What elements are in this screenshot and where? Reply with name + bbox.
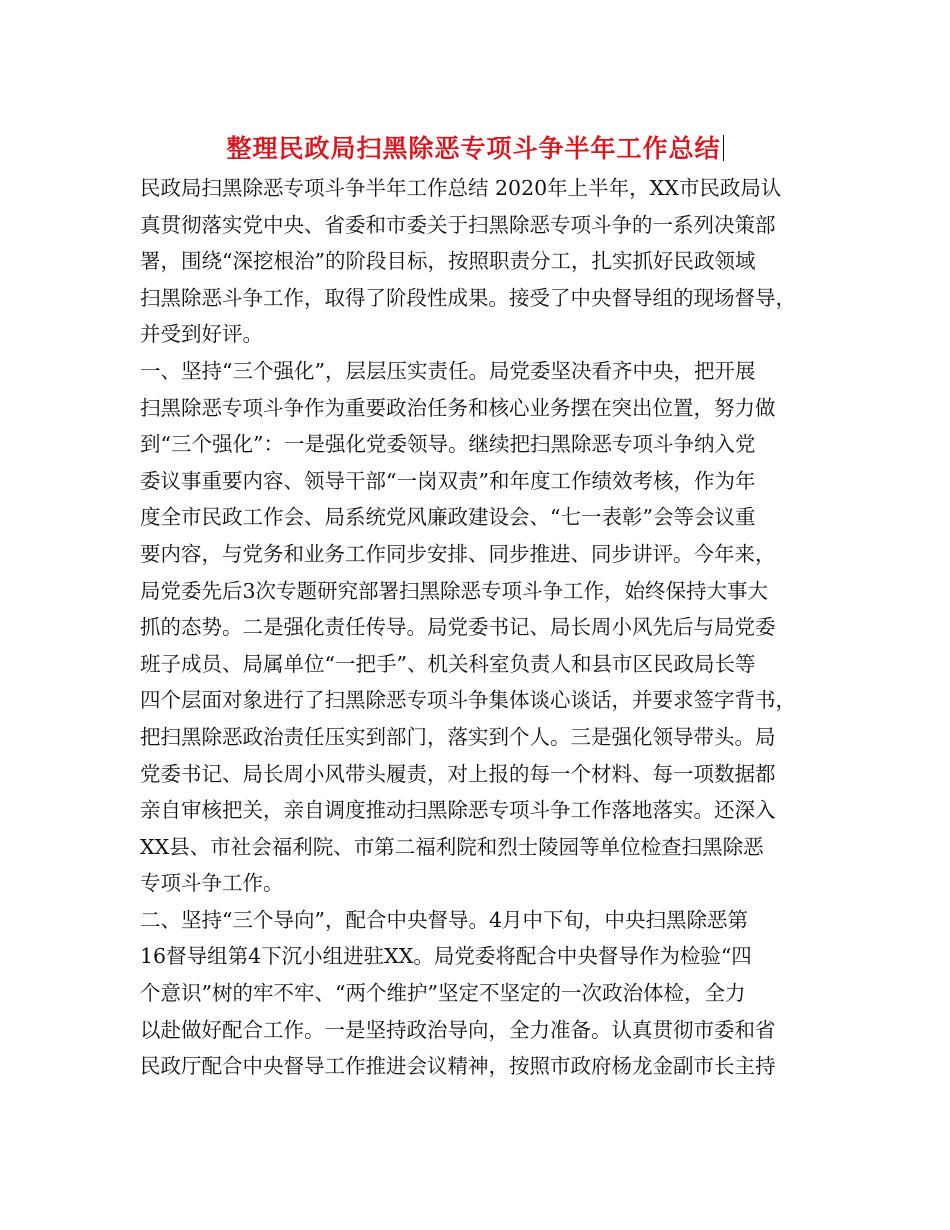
text-line: 班子成员、局属单位“一把手”、机关科室负责人和县市区民政局长等 bbox=[140, 651, 756, 676]
text-line: 署，围绕“深挖根治”的阶段目标，按照职责分工，扎实抓好民政领域 bbox=[140, 249, 756, 274]
text-line: 抓的态势。二是强化责任传导。局党委书记、局长周小风先后与局党委 bbox=[140, 615, 776, 640]
text-line: 度全市民政工作会、局系统党风廉政建设会、“七一表彰”会等会议重 bbox=[140, 505, 756, 530]
text-line: 民政局扫黑除恶专项斗争半年工作总结 2020年上半年，XX市民政局认 bbox=[140, 176, 782, 200]
text-line: 党委书记、局长周小风带头履责，对上报的每一个材料、每一项数据都 bbox=[140, 761, 776, 786]
text-line: 并受到好评。 bbox=[140, 322, 263, 347]
text-line: 局党委先后3次专题研究部署扫黑除恶专项斗争工作，始终保持大事大 bbox=[140, 578, 769, 603]
text-line: 16督导组第4下沉小组进驻XX。局党委将配合中央督导作为检验“四 bbox=[140, 944, 752, 969]
text-line: 一、坚持“三个强化”，层层压实责任。局党委坚决看齐中央，把开展 bbox=[140, 358, 756, 383]
text-line: 要内容，与党务和业务工作同步安排、同步推进、同步讲评。今年来， bbox=[140, 541, 776, 566]
text-line: 委议事重要内容、领导干部“一岗双责”和年度工作绩效考核，作为年 bbox=[140, 468, 756, 493]
text-line: 专项斗争工作。 bbox=[140, 871, 284, 896]
text-line: 四个层面对象进行了扫黑除恶专项斗争集体谈心谈话，并要求签字背书， bbox=[140, 688, 796, 713]
text-line: 到“三个强化”：一是强化党委领导。继续把扫黑除恶专项斗争纳入党 bbox=[140, 432, 756, 457]
document-body bbox=[140, 170, 830, 1085]
text-line: XX县、市社会福利院、市第二福利院和烈士陵园等单位检查扫黑除恶 bbox=[140, 834, 764, 859]
text-line: 民政厅配合中央督导工作推进会议精神，按照市政府杨龙金副市长主持 bbox=[140, 1054, 776, 1079]
text-line: 扫黑除恶斗争工作，取得了阶段性成果。接受了中央督导组的现场督导， bbox=[140, 285, 796, 310]
text-cursor bbox=[723, 135, 724, 161]
text-line: 真贯彻落实党中央、省委和市委关于扫黑除恶专项斗争的一系列决策部 bbox=[140, 212, 776, 237]
text-line: 扫黑除恶专项斗争作为重要政治任务和核心业务摆在突出位置，努力做 bbox=[140, 395, 776, 420]
text-line: 亲自审核把关，亲自调度推动扫黑除恶专项斗争工作落地落实。还深入 bbox=[140, 798, 776, 823]
text-line: 把扫黑除恶政治责任压实到部门，落实到个人。三是强化领导带头。局 bbox=[140, 724, 776, 749]
document-title-text: 整理民政局扫黑除恶专项斗争半年工作总结 bbox=[226, 134, 721, 163]
text-line: 二、坚持“三个导向”，配合中央督导。4月中下旬，中央扫黑除恶第 bbox=[140, 907, 749, 932]
text-line: 个意识”树的牢不牢、“两个维护”坚定不坚定的一次政治体检，全力 bbox=[140, 981, 746, 1006]
document-title bbox=[0, 132, 950, 166]
text-line: 以赴做好配合工作。一是坚持政治导向，全力准备。认真贯彻市委和省 bbox=[140, 1017, 776, 1042]
